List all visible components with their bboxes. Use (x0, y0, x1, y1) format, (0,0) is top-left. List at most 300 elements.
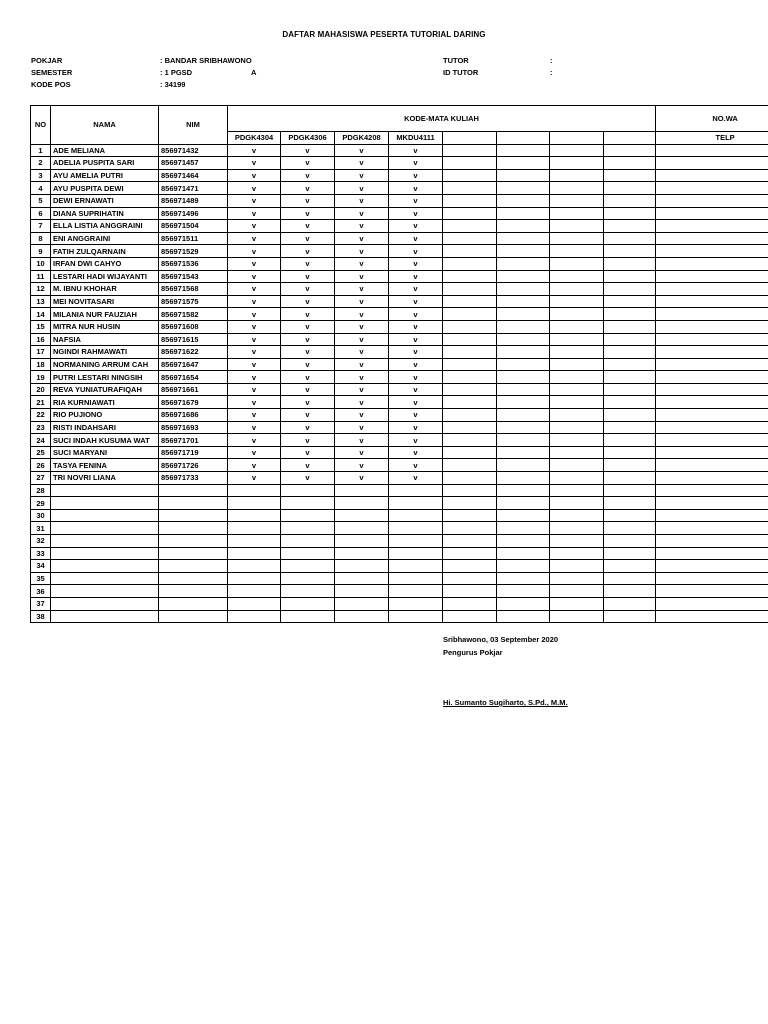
check-mark: v (389, 144, 443, 157)
empty-cell (497, 232, 550, 245)
row-telp (656, 157, 768, 170)
empty-cell (443, 320, 497, 333)
empty-cell (604, 446, 656, 459)
table-row (31, 610, 768, 623)
empty-cell (228, 497, 281, 510)
empty-cell (604, 572, 656, 585)
empty-cell (550, 169, 604, 182)
empty-cell (497, 220, 550, 233)
row-telp (656, 585, 768, 598)
empty-cell (604, 144, 656, 157)
empty-cell (550, 346, 604, 359)
row-nim: 856971511 (159, 232, 228, 245)
row-no: 2 (31, 157, 51, 170)
row-telp (656, 320, 768, 333)
empty-cell (443, 182, 497, 195)
empty-cell (550, 232, 604, 245)
table-row (31, 257, 768, 270)
row-nim: 856971471 (159, 182, 228, 195)
table-row (31, 459, 768, 472)
row-nim: 856971529 (159, 245, 228, 258)
empty-cell (335, 572, 389, 585)
check-mark: v (281, 358, 335, 371)
empty-cell (389, 585, 443, 598)
empty-cell (550, 509, 604, 522)
check-mark: v (281, 409, 335, 422)
check-mark: v (281, 283, 335, 296)
table-row (31, 295, 768, 308)
course-code-header (443, 132, 497, 145)
row-telp (656, 358, 768, 371)
empty-cell (281, 572, 335, 585)
empty-cell (604, 358, 656, 371)
empty-cell (497, 560, 550, 573)
check-mark: v (228, 434, 281, 447)
check-mark: v (281, 472, 335, 485)
pokjar-value: : BANDAR SRIBHAWONO (160, 56, 252, 65)
empty-cell (497, 434, 550, 447)
empty-cell (497, 421, 550, 434)
row-telp (656, 547, 768, 560)
check-mark: v (389, 182, 443, 195)
check-mark: v (389, 157, 443, 170)
check-mark: v (228, 421, 281, 434)
check-mark: v (281, 333, 335, 346)
header-kode-mata-kuliah: KODE-MATA KULIAH (228, 106, 656, 132)
empty-cell (335, 509, 389, 522)
empty-cell (497, 295, 550, 308)
check-mark: v (228, 257, 281, 270)
course-code-header (604, 132, 656, 145)
empty-cell (497, 346, 550, 359)
empty-cell (550, 383, 604, 396)
empty-cell (335, 585, 389, 598)
row-nim: 856971582 (159, 308, 228, 321)
row-no: 38 (31, 610, 51, 623)
row-nim: 856971489 (159, 194, 228, 207)
empty-cell (604, 169, 656, 182)
empty-cell (497, 383, 550, 396)
empty-cell (443, 333, 497, 346)
row-no: 36 (31, 585, 51, 598)
table-row (31, 396, 768, 409)
check-mark: v (389, 257, 443, 270)
row-nama: SUCI MARYANI (51, 446, 159, 459)
empty-cell (604, 409, 656, 422)
empty-cell (228, 560, 281, 573)
row-nama: LESTARI HADI WIJAYANTI (51, 270, 159, 283)
check-mark: v (281, 144, 335, 157)
empty-cell (550, 484, 604, 497)
row-nim: 856971568 (159, 283, 228, 296)
empty-cell (604, 585, 656, 598)
row-nim: 856971726 (159, 459, 228, 472)
check-mark: v (389, 320, 443, 333)
row-telp (656, 572, 768, 585)
empty-cell (497, 572, 550, 585)
check-mark: v (281, 169, 335, 182)
row-no: 23 (31, 421, 51, 434)
class-value: A (251, 68, 257, 77)
empty-cell (281, 522, 335, 535)
empty-cell (604, 194, 656, 207)
empty-cell (497, 497, 550, 510)
empty-cell (604, 295, 656, 308)
table-row (31, 597, 768, 610)
empty-cell (281, 535, 335, 548)
row-telp (656, 257, 768, 270)
row-no: 20 (31, 383, 51, 396)
row-nim (159, 585, 228, 598)
empty-cell (389, 497, 443, 510)
empty-cell (604, 497, 656, 510)
table-row (31, 169, 768, 182)
empty-cell (497, 535, 550, 548)
row-telp (656, 560, 768, 573)
signature-place-date: Sribhawono, 03 September 2020 (443, 635, 559, 644)
check-mark: v (228, 346, 281, 359)
row-nim (159, 560, 228, 573)
table-row (31, 232, 768, 245)
check-mark: v (335, 396, 389, 409)
row-nim: 856971647 (159, 358, 228, 371)
empty-cell (604, 257, 656, 270)
row-nim (159, 597, 228, 610)
row-no: 15 (31, 320, 51, 333)
row-telp (656, 610, 768, 623)
check-mark: v (389, 409, 443, 422)
empty-cell (604, 472, 656, 485)
check-mark: v (228, 144, 281, 157)
row-nama: DIANA SUPRIHATIN (51, 207, 159, 220)
row-no: 24 (31, 434, 51, 447)
table-row (31, 157, 768, 170)
empty-cell (604, 270, 656, 283)
check-mark: v (335, 283, 389, 296)
check-mark: v (228, 283, 281, 296)
empty-cell (550, 283, 604, 296)
empty-cell (550, 396, 604, 409)
table-row (31, 283, 768, 296)
row-nama: MILANIA NUR FAUZIAH (51, 308, 159, 321)
row-nama: RIA KURNIAWATI (51, 396, 159, 409)
empty-cell (228, 535, 281, 548)
row-nim: 856971575 (159, 295, 228, 308)
empty-cell (604, 421, 656, 434)
row-telp (656, 283, 768, 296)
row-nama (51, 497, 159, 510)
row-no: 22 (31, 409, 51, 422)
check-mark: v (389, 232, 443, 245)
check-mark: v (281, 220, 335, 233)
empty-cell (604, 346, 656, 359)
empty-cell (497, 283, 550, 296)
row-no: 10 (31, 257, 51, 270)
tutor-label: TUTOR (443, 56, 469, 65)
row-nim: 856971615 (159, 333, 228, 346)
empty-cell (281, 509, 335, 522)
check-mark: v (228, 383, 281, 396)
header-nama: NAMA (51, 106, 159, 145)
row-nama (51, 522, 159, 535)
table-row (31, 446, 768, 459)
empty-cell (550, 144, 604, 157)
empty-cell (497, 484, 550, 497)
empty-cell (497, 270, 550, 283)
empty-cell (604, 459, 656, 472)
empty-cell (604, 484, 656, 497)
empty-cell (550, 409, 604, 422)
row-telp (656, 472, 768, 485)
course-code-header (550, 132, 604, 145)
check-mark: v (281, 257, 335, 270)
row-nama (51, 509, 159, 522)
row-nama: TRI NOVRI LIANA (51, 472, 159, 485)
empty-cell (497, 245, 550, 258)
check-mark: v (228, 182, 281, 195)
row-telp (656, 597, 768, 610)
row-no: 26 (31, 459, 51, 472)
check-mark: v (335, 245, 389, 258)
row-nim: 856971432 (159, 144, 228, 157)
empty-cell (443, 409, 497, 422)
table-row (31, 547, 768, 560)
table-row (31, 434, 768, 447)
check-mark: v (335, 409, 389, 422)
empty-cell (443, 383, 497, 396)
row-nim: 856971543 (159, 270, 228, 283)
empty-cell (228, 597, 281, 610)
check-mark: v (281, 232, 335, 245)
row-telp (656, 409, 768, 422)
row-no: 4 (31, 182, 51, 195)
empty-cell (550, 535, 604, 548)
check-mark: v (228, 157, 281, 170)
table-row (31, 572, 768, 585)
table-row (31, 320, 768, 333)
table-row (31, 207, 768, 220)
check-mark: v (335, 207, 389, 220)
table-row (31, 421, 768, 434)
row-nama: NORMANING ARRUM CAH (51, 358, 159, 371)
empty-cell (604, 207, 656, 220)
empty-cell (228, 484, 281, 497)
check-mark: v (389, 283, 443, 296)
check-mark: v (389, 194, 443, 207)
check-mark: v (389, 396, 443, 409)
empty-cell (497, 547, 550, 560)
idtutor-label: ID TUTOR (443, 68, 479, 77)
empty-cell (443, 144, 497, 157)
check-mark: v (335, 220, 389, 233)
row-nama (51, 560, 159, 573)
row-telp (656, 144, 768, 157)
check-mark: v (389, 245, 443, 258)
empty-cell (497, 144, 550, 157)
empty-cell (389, 535, 443, 548)
empty-cell (497, 157, 550, 170)
empty-cell (497, 194, 550, 207)
empty-cell (443, 509, 497, 522)
empty-cell (550, 220, 604, 233)
empty-cell (497, 509, 550, 522)
row-nama: RISTI INDAHSARI (51, 421, 159, 434)
kodepos-value: : 34199 (160, 80, 186, 89)
row-nama: SUCI INDAH KUSUMA WAT (51, 434, 159, 447)
row-telp (656, 535, 768, 548)
empty-cell (604, 182, 656, 195)
row-nim: 856971719 (159, 446, 228, 459)
row-telp (656, 421, 768, 434)
row-telp (656, 371, 768, 384)
empty-cell (550, 421, 604, 434)
empty-cell (389, 522, 443, 535)
check-mark: v (335, 459, 389, 472)
course-code-header: PDGK4208 (335, 132, 389, 145)
empty-cell (335, 547, 389, 560)
empty-cell (443, 484, 497, 497)
check-mark: v (389, 434, 443, 447)
check-mark: v (335, 232, 389, 245)
check-mark: v (335, 333, 389, 346)
check-mark: v (389, 220, 443, 233)
row-nama: ENI ANGGRAINI (51, 232, 159, 245)
empty-cell (550, 585, 604, 598)
empty-cell (604, 220, 656, 233)
table-row (31, 333, 768, 346)
empty-cell (443, 446, 497, 459)
check-mark: v (335, 169, 389, 182)
empty-cell (604, 232, 656, 245)
empty-cell (443, 459, 497, 472)
empty-cell (604, 396, 656, 409)
header-nim: NIM (159, 106, 228, 145)
row-telp (656, 484, 768, 497)
empty-cell (497, 610, 550, 623)
check-mark: v (281, 434, 335, 447)
empty-cell (550, 371, 604, 384)
empty-cell (497, 169, 550, 182)
check-mark: v (228, 358, 281, 371)
row-no: 17 (31, 346, 51, 359)
empty-cell (497, 472, 550, 485)
row-nim: 856971608 (159, 320, 228, 333)
row-no: 13 (31, 295, 51, 308)
row-no: 32 (31, 535, 51, 548)
empty-cell (335, 484, 389, 497)
check-mark: v (335, 434, 389, 447)
empty-cell (550, 182, 604, 195)
row-no: 34 (31, 560, 51, 573)
table-row (31, 270, 768, 283)
check-mark: v (335, 144, 389, 157)
row-no: 27 (31, 472, 51, 485)
empty-cell (550, 157, 604, 170)
empty-cell (443, 497, 497, 510)
row-nama (51, 535, 159, 548)
check-mark: v (228, 194, 281, 207)
check-mark: v (281, 182, 335, 195)
row-telp (656, 270, 768, 283)
empty-cell (550, 320, 604, 333)
row-nim: 856971679 (159, 396, 228, 409)
check-mark: v (228, 371, 281, 384)
table-row (31, 560, 768, 573)
empty-cell (550, 434, 604, 447)
row-nim: 856971701 (159, 434, 228, 447)
row-nim: 856971693 (159, 421, 228, 434)
empty-cell (443, 346, 497, 359)
table-row (31, 522, 768, 535)
course-code-header: PDGK4306 (281, 132, 335, 145)
check-mark: v (281, 421, 335, 434)
empty-cell (550, 547, 604, 560)
empty-cell (497, 320, 550, 333)
empty-cell (443, 169, 497, 182)
empty-cell (335, 535, 389, 548)
empty-cell (497, 446, 550, 459)
empty-cell (443, 157, 497, 170)
row-telp (656, 245, 768, 258)
empty-cell (389, 484, 443, 497)
check-mark: v (389, 308, 443, 321)
empty-cell (550, 472, 604, 485)
empty-cell (497, 308, 550, 321)
empty-cell (443, 245, 497, 258)
check-mark: v (228, 169, 281, 182)
row-nama (51, 610, 159, 623)
check-mark: v (281, 207, 335, 220)
empty-cell (497, 409, 550, 422)
row-no: 12 (31, 283, 51, 296)
check-mark: v (228, 245, 281, 258)
empty-cell (228, 585, 281, 598)
empty-cell (550, 358, 604, 371)
empty-cell (550, 245, 604, 258)
empty-cell (604, 371, 656, 384)
row-nama: REVA YUNIATURAFIQAH (51, 383, 159, 396)
check-mark: v (389, 346, 443, 359)
check-mark: v (281, 270, 335, 283)
empty-cell (550, 572, 604, 585)
empty-cell (604, 509, 656, 522)
row-telp (656, 333, 768, 346)
row-nama: RIO PUJIONO (51, 409, 159, 422)
empty-cell (228, 509, 281, 522)
course-code-header: PDGK4304 (228, 132, 281, 145)
check-mark: v (389, 446, 443, 459)
header-telp: TELP (656, 132, 768, 145)
check-mark: v (228, 295, 281, 308)
row-telp (656, 509, 768, 522)
check-mark: v (281, 346, 335, 359)
empty-cell (228, 572, 281, 585)
tutor-value: : (550, 56, 553, 65)
row-telp (656, 383, 768, 396)
empty-cell (443, 535, 497, 548)
table-row (31, 472, 768, 485)
empty-cell (443, 371, 497, 384)
empty-cell (550, 333, 604, 346)
row-nama: IRFAN DWI CAHYO (51, 257, 159, 270)
row-nama: MEI NOVITASARI (51, 295, 159, 308)
row-telp (656, 497, 768, 510)
check-mark: v (389, 358, 443, 371)
check-mark: v (281, 194, 335, 207)
row-nim: 856971496 (159, 207, 228, 220)
row-nim: 856971654 (159, 371, 228, 384)
empty-cell (604, 560, 656, 573)
